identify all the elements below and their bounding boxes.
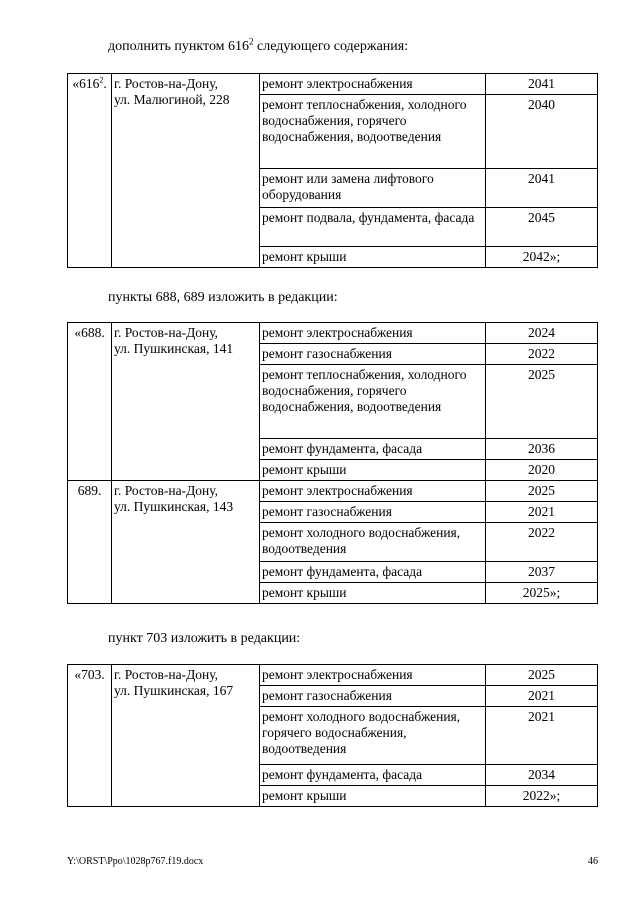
work-year: 2025 [486, 365, 598, 439]
work-year: 2036 [486, 439, 598, 460]
work-type: ремонт электроснабжения [260, 74, 486, 95]
work-year: 2040 [486, 95, 598, 169]
work-year: 2022 [486, 344, 598, 365]
work-type: ремонт крыши [260, 786, 486, 807]
work-type: ремонт подвала, фундамента, фасада [260, 208, 486, 247]
work-type: ремонт или замена лифтового оборудования [260, 169, 486, 208]
item-number: «$616^2$. [68, 74, 112, 268]
work-year: 2037 [486, 562, 598, 583]
work-type: ремонт фундамента, фасада [260, 439, 486, 460]
work-type: ремонт фундамента, фасада [260, 765, 486, 786]
page-number: 46 [588, 856, 598, 867]
address-city: г. Ростов-на-Дону, [114, 667, 219, 682]
work-type: ремонт фундамента, фасада [260, 562, 486, 583]
work-year: 2041 [486, 169, 598, 208]
item-number-superscript: 2 [99, 75, 104, 85]
work-year: 2024 [486, 323, 598, 344]
repair-table [67, 322, 598, 604]
address-street: ул. Пушкинская, 167 [114, 683, 234, 698]
address-cell [112, 481, 260, 604]
address-street: ул. Пушкинская, 143 [114, 499, 234, 514]
intro-text: дополнить пунктом 616 [108, 39, 250, 54]
intro-text-rest: следующего содержания: [253, 39, 409, 54]
work-year: 2022 [486, 523, 598, 562]
document-path: Y:\ORST\Ppo\1028p767.f19.docx [67, 856, 204, 867]
repair-table [67, 73, 598, 268]
work-type: ремонт электроснабжения [260, 665, 486, 686]
address-city: г. Ростов-на-Дону, [114, 325, 219, 340]
work-year: 2021 [486, 502, 598, 523]
item-number: «688. [68, 323, 112, 481]
section-intro [108, 630, 300, 648]
work-year: 2025 [486, 481, 598, 502]
section-intro [108, 289, 338, 307]
address-city: г. Ростов-на-Дону, [114, 76, 219, 91]
table-row [68, 323, 598, 344]
work-year: 2025 [486, 665, 598, 686]
address-street: ул. Пушкинская, 141 [114, 341, 234, 356]
work-type: ремонт газоснабжения [260, 502, 486, 523]
address-street: ул. Малюгиной, 228 [114, 92, 230, 107]
intro-text: пункт 703 изложить в редакции: [108, 631, 301, 646]
work-type: ремонт теплоснабжения, холодного водоснабжения, горячего водоснабжения, водоотведения [260, 95, 486, 169]
work-year: 2022»; [486, 786, 598, 807]
work-year: 2020 [486, 460, 598, 481]
work-type: ремонт холодного водоснабжения, горячего водоснабжения, водоотведения [260, 707, 486, 765]
work-type: ремонт электроснабжения [260, 323, 486, 344]
work-type: ремонт теплоснабжения, холодного водоснабжения, горячего водоснабжения, водоотведения [260, 365, 486, 439]
address-cell [112, 665, 260, 807]
work-year: 2021 [486, 707, 598, 765]
work-type: ремонт крыши [260, 460, 486, 481]
intro-superscript: 2 [249, 36, 254, 47]
work-year: 2042»; [486, 247, 598, 268]
work-year: 2041 [486, 74, 598, 95]
item-number: «703. [68, 665, 112, 807]
work-type: ремонт электроснабжения [260, 481, 486, 502]
work-type: ремонт крыши [260, 247, 486, 268]
table-row [68, 665, 598, 686]
table-row [68, 74, 598, 95]
work-year: 2025»; [486, 583, 598, 604]
repair-table [67, 664, 598, 807]
address-city: г. Ростов-на-Дону, [114, 483, 219, 498]
work-type: ремонт крыши [260, 583, 486, 604]
address-cell [112, 323, 260, 481]
work-year: 2045 [486, 208, 598, 247]
intro-text: пункты 688, 689 изложить в редакции: [108, 290, 338, 305]
section-intro [108, 38, 408, 56]
work-type: ремонт холодного водоснабжения, водоотведения [260, 523, 486, 562]
item-number: 689. [68, 481, 112, 604]
work-year: 2034 [486, 765, 598, 786]
work-year: 2021 [486, 686, 598, 707]
work-type: ремонт газоснабжения [260, 686, 486, 707]
table-row [68, 481, 598, 502]
address-cell [112, 74, 260, 268]
work-type: ремонт газоснабжения [260, 344, 486, 365]
